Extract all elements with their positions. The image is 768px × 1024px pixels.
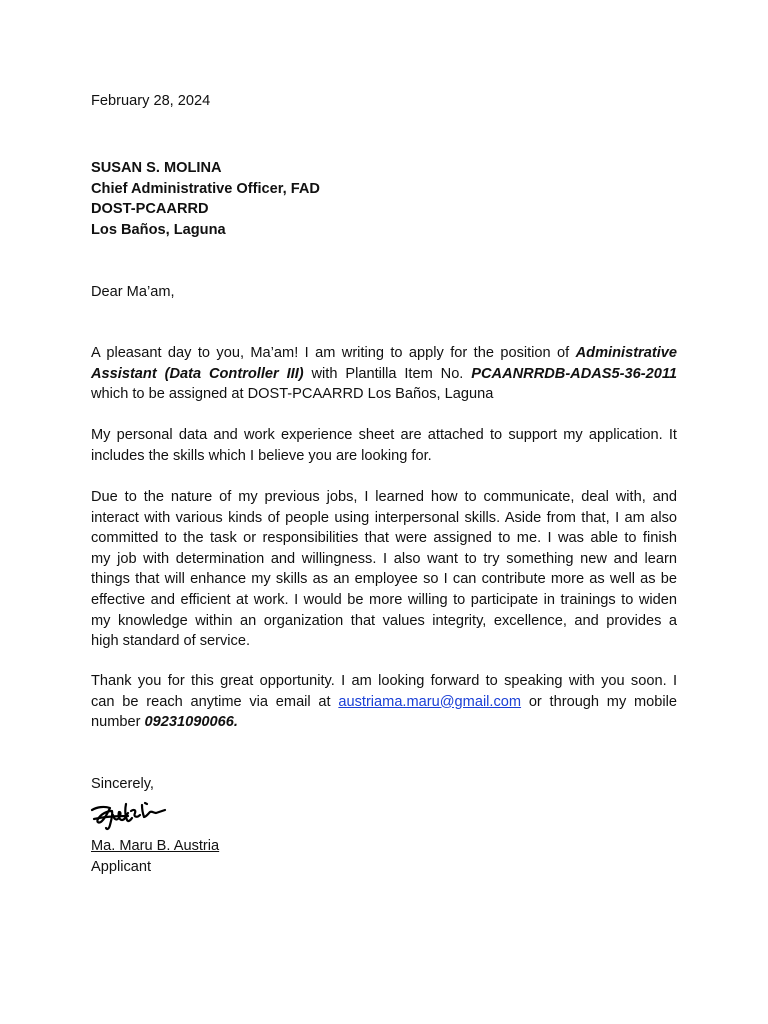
signer-name: Ma. Maru B. Austria <box>91 838 220 854</box>
paragraph-line: things that will enhance my skills as an employee so I can contribute more as well as be <box>91 571 677 588</box>
email-link[interactable]: austriama.maru@gmail.com <box>338 693 522 710</box>
salutation: Dear Ma’am, <box>91 284 175 300</box>
paragraph-line: committed to the task or responsibilities that were assigned to me. I was able to finish <box>91 530 677 547</box>
text-run: number <box>91 714 145 731</box>
text-run: with Plantilla Item No. <box>303 365 472 382</box>
paragraph-line: high standard of service. <box>91 633 250 650</box>
mobile-number: 09231090066. <box>144 714 238 731</box>
paragraph-line: Thank you for this great opportunity. I am looking forward to speaking with you soon. I <box>91 673 677 689</box>
recipient-name: SUSAN S. MOLINA <box>91 160 222 176</box>
paragraph-line: Due to the nature of my previous jobs, I learned how to communicate, deal with, and <box>91 489 677 505</box>
paragraph-line <box>91 692 677 713</box>
text-run: A pleasant day to you, Ma’am! I am writing to apply for the position of <box>91 345 576 361</box>
signer-title: Applicant <box>91 859 152 875</box>
plantilla-item-number: PCAANRRDB-ADAS5-36-2011 <box>471 365 677 382</box>
paragraph-line: which to be assigned at DOST-PCAARRD Los Baños, Laguna <box>91 386 494 403</box>
paragraph-line: interact with various kinds of people using interpersonal skills. Aside from that, I am also <box>91 509 677 526</box>
text-run: can be reach anytime via email at <box>91 693 339 710</box>
paragraph-line: includes the skills which I believe you are looking for. <box>91 447 432 464</box>
paragraph-attachments <box>91 425 677 466</box>
paragraph-line: effective and efficient at work. I would be more willing to participate in trainings to widen <box>91 591 677 608</box>
paragraph-experience <box>91 487 677 652</box>
paragraph-line: my knowledge within an organization that values integrity, excellence, and provides a <box>91 612 677 629</box>
recipient-org: DOST-PCAARRD <box>91 201 209 218</box>
paragraph-line: my job with determination and willingness. I also want to try something new and learn <box>91 550 677 567</box>
text-run: or through my mobile <box>521 693 677 710</box>
paragraph-contact <box>91 671 677 733</box>
paragraph-line <box>91 343 677 364</box>
paragraph-line <box>91 364 677 385</box>
recipient-title: Chief Administrative Officer, FAD <box>91 180 320 197</box>
recipient-block <box>91 158 320 240</box>
position-title-part: Assistant (Data Controller III) <box>91 365 304 382</box>
paragraph-line: My personal data and work experience sheet are attached to support my application. It <box>91 427 677 443</box>
letter-date: February 28, 2024 <box>91 93 211 109</box>
paragraph-application <box>91 343 677 405</box>
paragraph-line <box>91 712 677 733</box>
position-title-part: Administrative <box>575 345 677 361</box>
recipient-address: Los Baños, Laguna <box>91 221 226 238</box>
closing: Sincerely, <box>91 776 154 792</box>
signature-image <box>88 795 168 833</box>
